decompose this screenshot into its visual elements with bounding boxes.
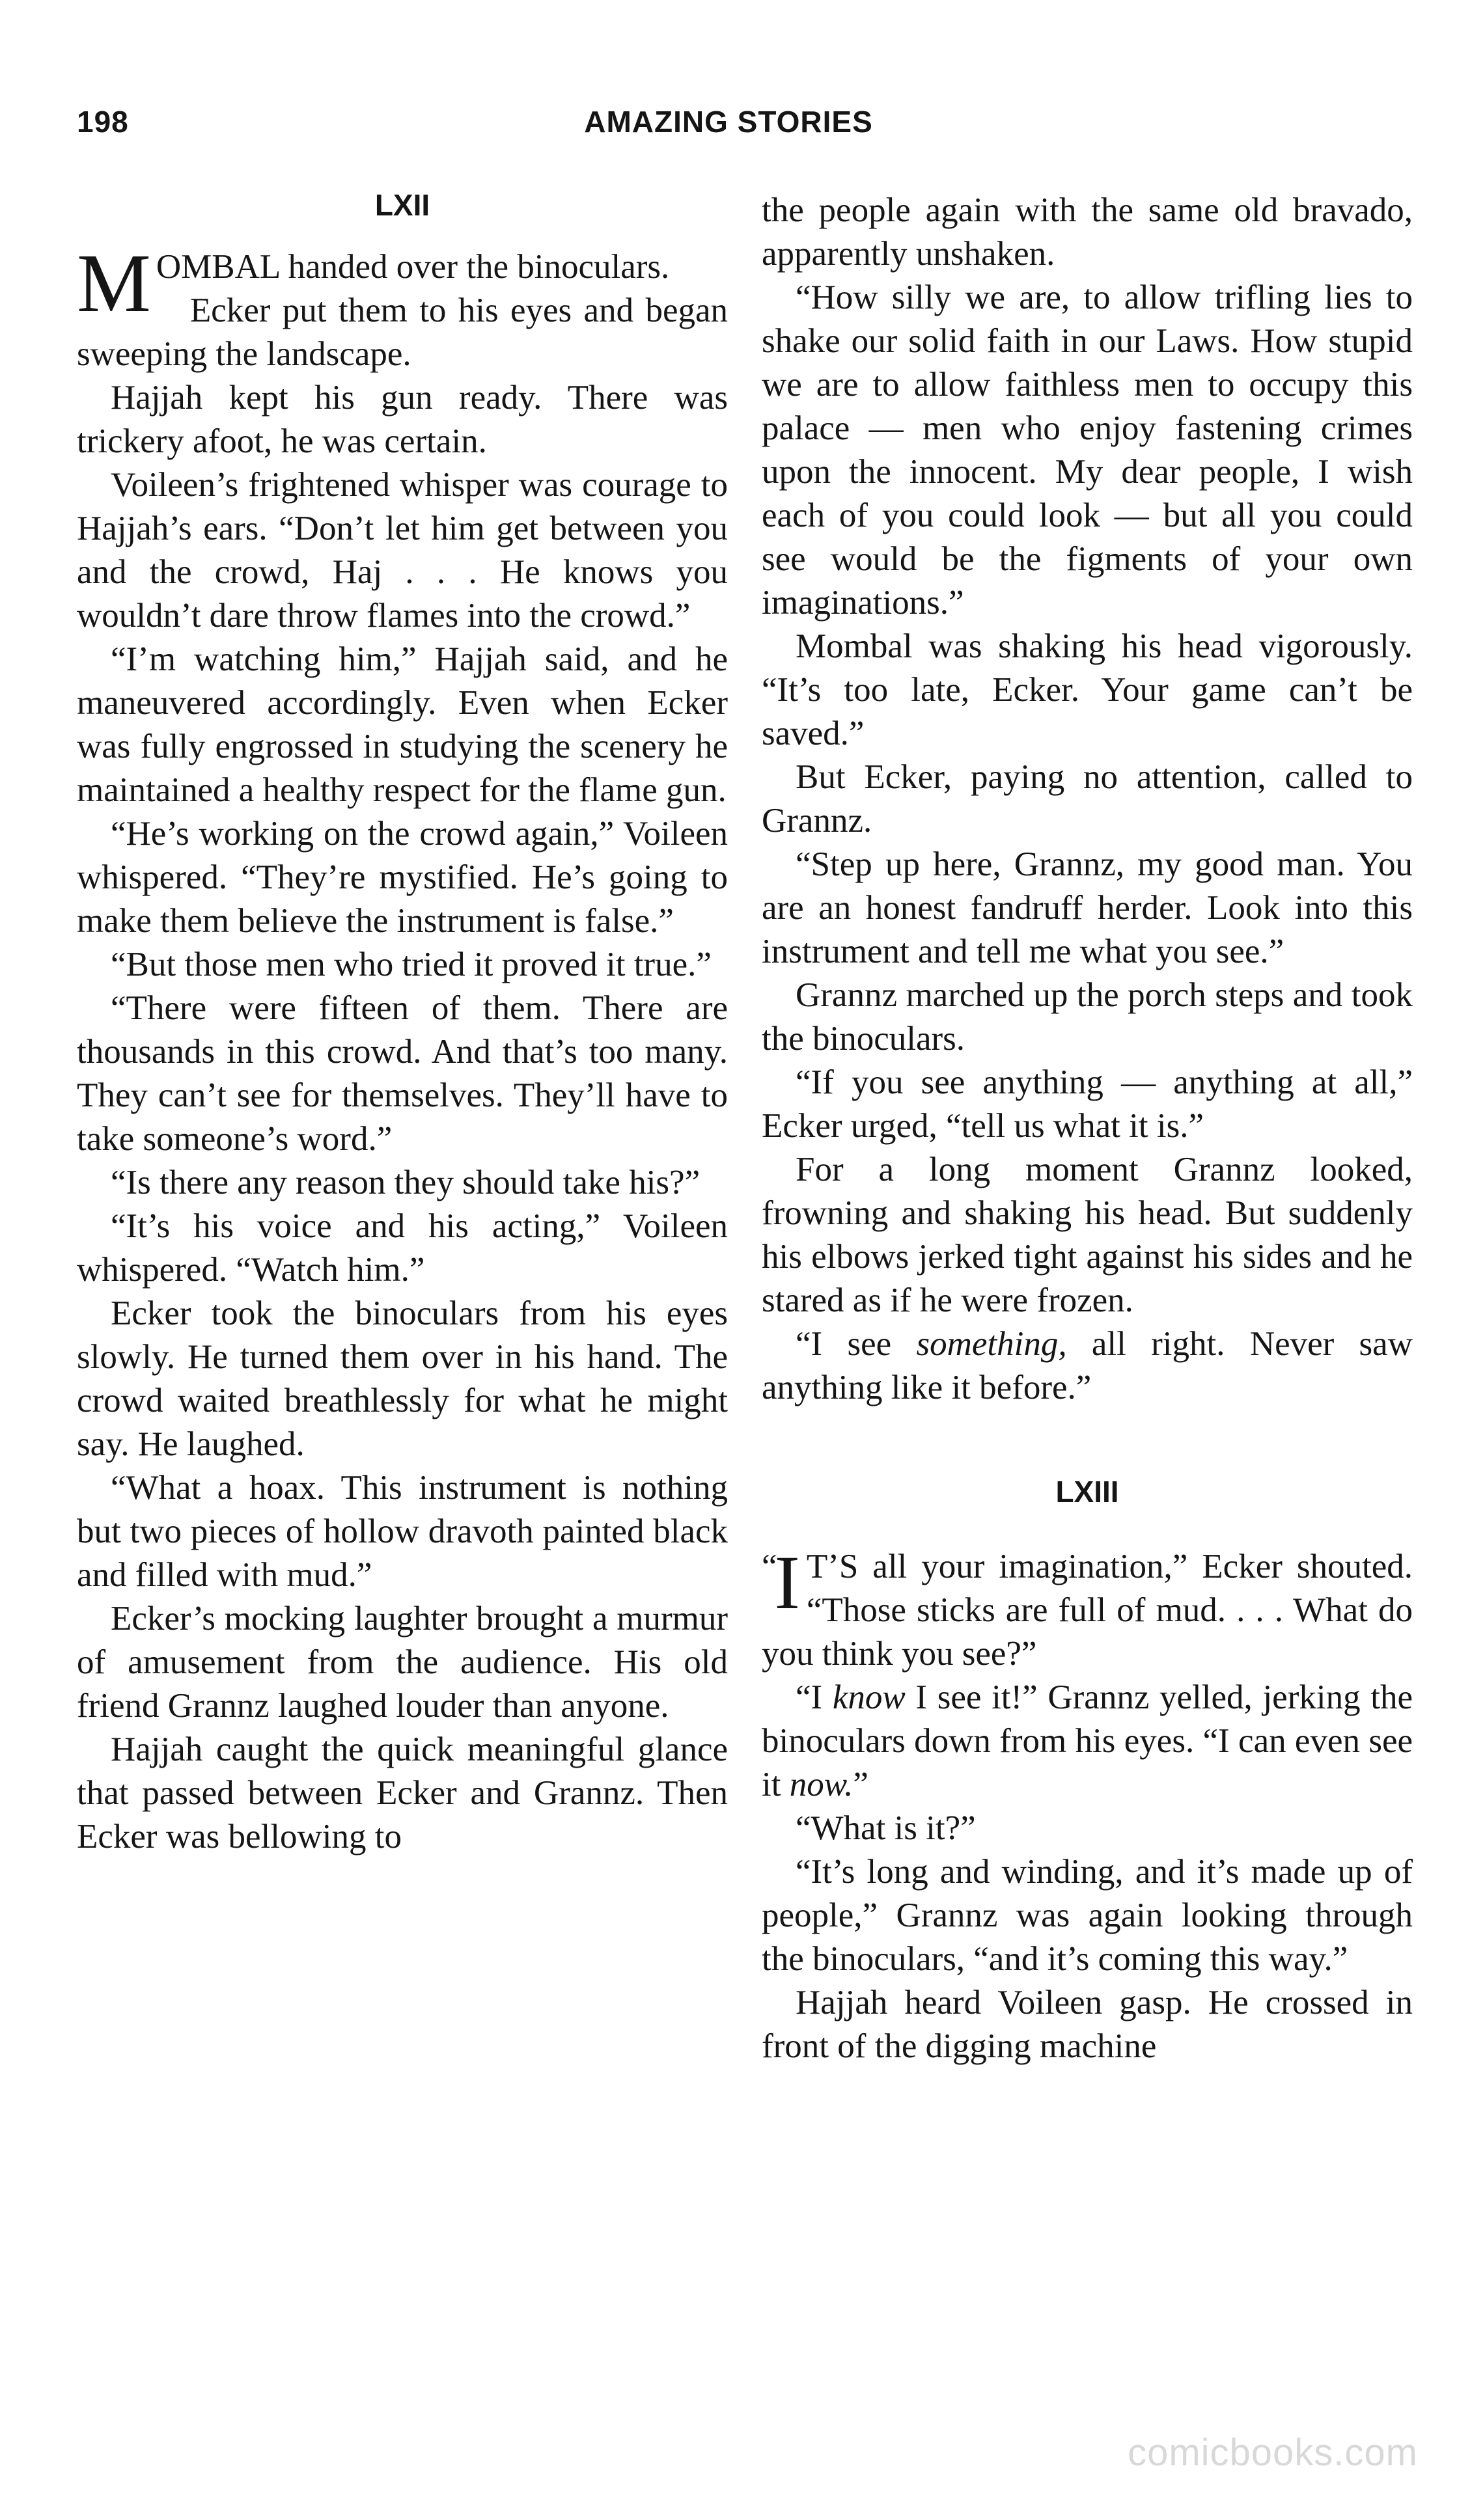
page-number: 198 (77, 105, 129, 139)
section-heading-lxiii: LXIII (1055, 1475, 1119, 1509)
paragraph: “If you see anything — anything at all,” Ecker urged, “tell us what it is.” (762, 1063, 1413, 1145)
watermark: comicbooks.com (1128, 2431, 1418, 2474)
left-column (77, 185, 728, 1859)
paragraph: Voileen’s frightened whisper was courage to Hajjah’s ears. “Don’t let him get between you and the crowd, Haj . . . He knows you wouldn’t dare throw flames into the crowd.” (77, 466, 728, 635)
paragraph: Ecker’s mocking laughter brought a murmur of amusement from the audience. His old friend Grannz laughed louder than anyone. (77, 1600, 728, 1725)
paragraph: “What a hoax. This instrument is nothing but two pieces of hollow dravoth painted black and filled with mud.” (77, 1469, 728, 1594)
paragraph: Grannz marched up the porch steps and took the binoculars. (762, 976, 1413, 1058)
paragraph: MOMBAL handed over the binoculars. (77, 237, 670, 329)
paragraph: “Step up here, Grannz, my good man. You are an honest fandruff herder. Look into this instrument and tell me what you see.” (762, 845, 1413, 970)
paragraph: But Ecker, paying no attention, called to Grannz. (762, 758, 1413, 840)
paragraph: “Is there any reason they should take his?” (111, 1164, 701, 1201)
paragraph: the people again with the same old bravado, apparently unshaken. (762, 191, 1413, 273)
paragraph: “How silly we are, to allow trifling lies to shake our solid faith in our Laws. How stupid we are to allow faithless men to occupy this palace — men who enjoy fastening crimes upon the innocent. My dear people, I wish each of you could look — but all you could see would be the figments of your own imaginations.” (762, 279, 1413, 622)
paragraph: “He’s working on the crowd again,” Voileen whispered. “They’re mystified. He’s going to make them believe the instrument is false.” (77, 815, 728, 940)
paragraph: Hajjah heard Voileen gasp. He crossed in front of the digging machine (762, 1984, 1413, 2065)
paragraph: For a long moment Grannz looked, frowning and shaking his head. But suddenly his elbows jerked tight against his sides and he stared as if he were frozen. (762, 1151, 1413, 1319)
right-column (762, 189, 1413, 2068)
paragraph: Ecker put them to his eyes and began sweeping the landscape. (77, 292, 728, 373)
drop-cap: M (77, 237, 151, 329)
paragraph: “ I T’S all your imagination,” Ecker shouted. “Those sticks are full of mud. . . . What do you think you see?” (762, 1540, 1413, 1673)
paragraph: Hajjah kept his gun ready. There was trickery afoot, he was certain. (77, 379, 728, 460)
running-title: AMAZING STORIES (584, 105, 873, 139)
paragraph: “It’s his voice and his acting,” Voileen whispered. “Watch him.” (77, 1207, 728, 1289)
page-header (77, 104, 1380, 156)
paragraph: Hajjah caught the quick meaningful glance that passed between Ecker and Grannz. Then Ecker was bellowing to (77, 1731, 728, 1856)
drop-cap: I (774, 1540, 800, 1625)
paragraph: “There were fifteen of them. There are thousands in this crowd. And that’s too many. They can’t see for themselves. They’ll have to take someone’s word.” (77, 989, 728, 1158)
paragraph: “I know I see it!” Grannz yelled, jerking the binoculars down from his eyes. “I can even see it now.” (762, 1678, 1413, 1803)
paragraph: Ecker took the binoculars from his eyes slowly. He turned them over in his hand. The crowd waited breathlessly for what he might say. He laughed. (77, 1294, 728, 1463)
paragraph: “It’s long and winding, and it’s made up of people,” Grannz was again looking through the binoculars, “and it’s coming this way.” (762, 1853, 1413, 1978)
section-heading-lxii: LXII (374, 188, 430, 222)
paragraph: “I’m watching him,” Hajjah said, and he maneuvered accordingly. Even when Ecker was fully engrossed in studying the scenery he maintained a healthy respect for the flame gun. (77, 640, 728, 809)
paragraph: “I see something, all right. Never saw anything like it before.” (762, 1325, 1413, 1406)
paragraph: Mombal was shaking his head vigorously. “It’s too late, Ecker. Your game can’t be saved.” (762, 627, 1413, 752)
opening-quote: “ (762, 1548, 777, 1585)
paragraph: “What is it?” (796, 1809, 976, 1847)
paragraph: “But those men who tried it proved it true.” (111, 946, 712, 983)
